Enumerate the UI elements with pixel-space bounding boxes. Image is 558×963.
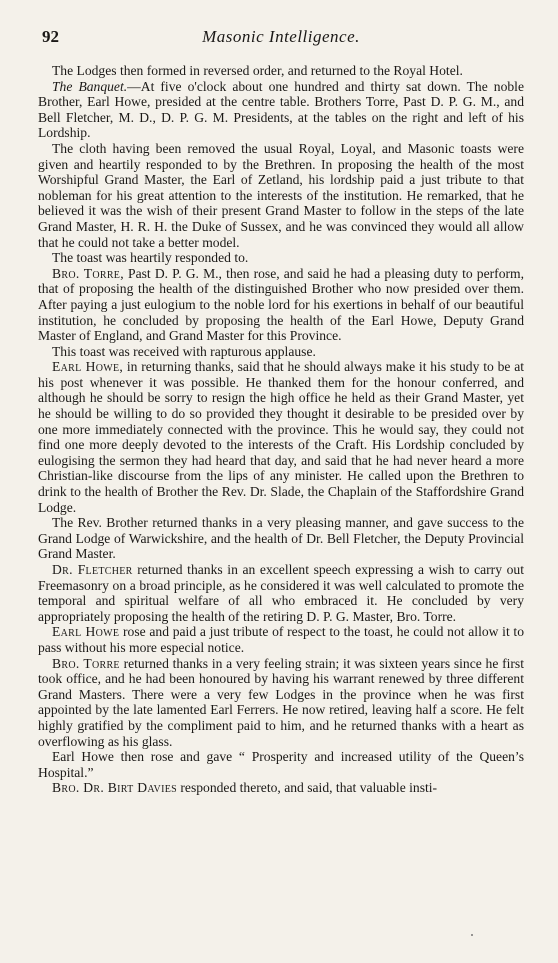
paragraph: Dr. Fletcher returned thanks in an excellent speech expressing a wish to carry out Freemasonry on a broad principle, as he considered it was well calculated to promote the temporal and spiritual welfare of all who embraced it. He concluded by very appropriately proposing the health of the retiring D. P. G. Master, Bro. Torre.: [38, 562, 524, 624]
running-title: Masonic Intelligence.: [202, 27, 360, 46]
paragraph: The Rev. Brother returned thanks in a very pleasing manner, and gave success to the Grand Lodge of Warwickshire, and the health of Dr. Bell Fletcher, the Deputy Provincial Grand Master.: [38, 515, 524, 562]
paragraph: Earl Howe rose and paid a just tribute of respect to the toast, he could not allow it to pass without his more especial notice.: [38, 624, 525, 655]
paragraph: This toast was received with rapturous applause.: [52, 343, 316, 359]
page-number: 92: [42, 27, 59, 46]
paragraph: The Lodges then formed in reversed order, and returned to the Royal Hotel.: [52, 63, 463, 78]
speaker-name: Dr. Fletcher: [52, 562, 133, 577]
paragraph: Bro. Torre returned thanks in a very feeling strain; it was sixteen years since he first took office, and he had been honoured by having his warrant renewed by three different Grand Masters. There were a very few Lodges in the province when he was first appointed by the late lamented Earl Ferrers. He now retired, leaving half a score. He felt highly gratified by the compliment paid to him, and he returned thanks with a heart as overflowing as his glass.: [38, 655, 524, 749]
paragraph: The toast was heartily responded to.: [52, 250, 249, 266]
paragraph: Earl Howe then rose and gave “ Prosperity and increased utility of the Queen’s Hospital.”: [38, 749, 524, 780]
speaker-name: Bro. Torre,: [52, 265, 124, 281]
speaker-name: Bro. Dr. Birt Davies: [52, 780, 177, 796]
page-header: [38, 27, 524, 53]
section-heading: The Banquet.: [52, 78, 128, 94]
speaker-name: Bro. Torre: [52, 655, 120, 671]
paragraph: Earl Howe, in returning thanks, said that he should always make it his study to be at his post whenever it was possible. He thanked them for the honour conferred, and although he should be sorry to resign the high office he held as their Grand Master, yet he should be willing to do so provided they thought it desirable to be presided over by one more immediately connected with the province. This he would say, they could not find one more deeply devoted to the interests of the Craft. His Lordship concluded by eulogising the sermon they had heard that day, and said that he had never heard a more Christian-like discourse from the lips of any minister. He called upon the Brethren to drink to the health of Brother the Rev. Dr. Slade, the Chaplain of the Staffordshire Grand Lodge.: [38, 359, 525, 515]
speaker-name: Earl Howe: [52, 624, 120, 640]
paragraph: The cloth having been removed the usual Royal, Loyal, and Masonic toasts were given and heartily responded to by the Brethren. In proposing the health of the most Worshipful Grand Master, the Earl of Zetland, his lordship paid a just tribute to that nobleman for his great attention to the interests of the institution. He remarked, that he believed it was the wish of their present Grand Master to follow in the steps of the late Grand Master, H. R. H. the Duke of Sussex, and he was convinced they would all allow that he could not take a better model.: [38, 140, 524, 250]
paragraph: Bro. Torre, Past D. P. G. M., then rose, and said he had a pleasing duty to perform, that of proposing the health of the distinguished Brother who now presided over them. After paying a just eulogium to the noble lord for his exertions in behalf of our beautiful institution, he concluded by proposing the health of the Earl Howe, Deputy Grand Master of England, and Grand Master for this Province.: [38, 265, 524, 344]
paragraph: The Banquet.—At five o'clock about one hundred and thirty sat down. The noble Brother, Earl Howe, presided at the centre table. Brothers Torre, Past D. P. G. M., and Bell Fletcher, M. D., D. P. G. M. Presidents, at the tables on the right and left of his Lordship.: [38, 78, 524, 141]
article-body: [38, 63, 524, 796]
paper-speck: [471, 934, 473, 936]
paragraph: Bro. Dr. Birt Davies responded thereto, and said, that valuable insti-: [52, 780, 438, 796]
speaker-name: Earl Howe,: [52, 359, 124, 375]
